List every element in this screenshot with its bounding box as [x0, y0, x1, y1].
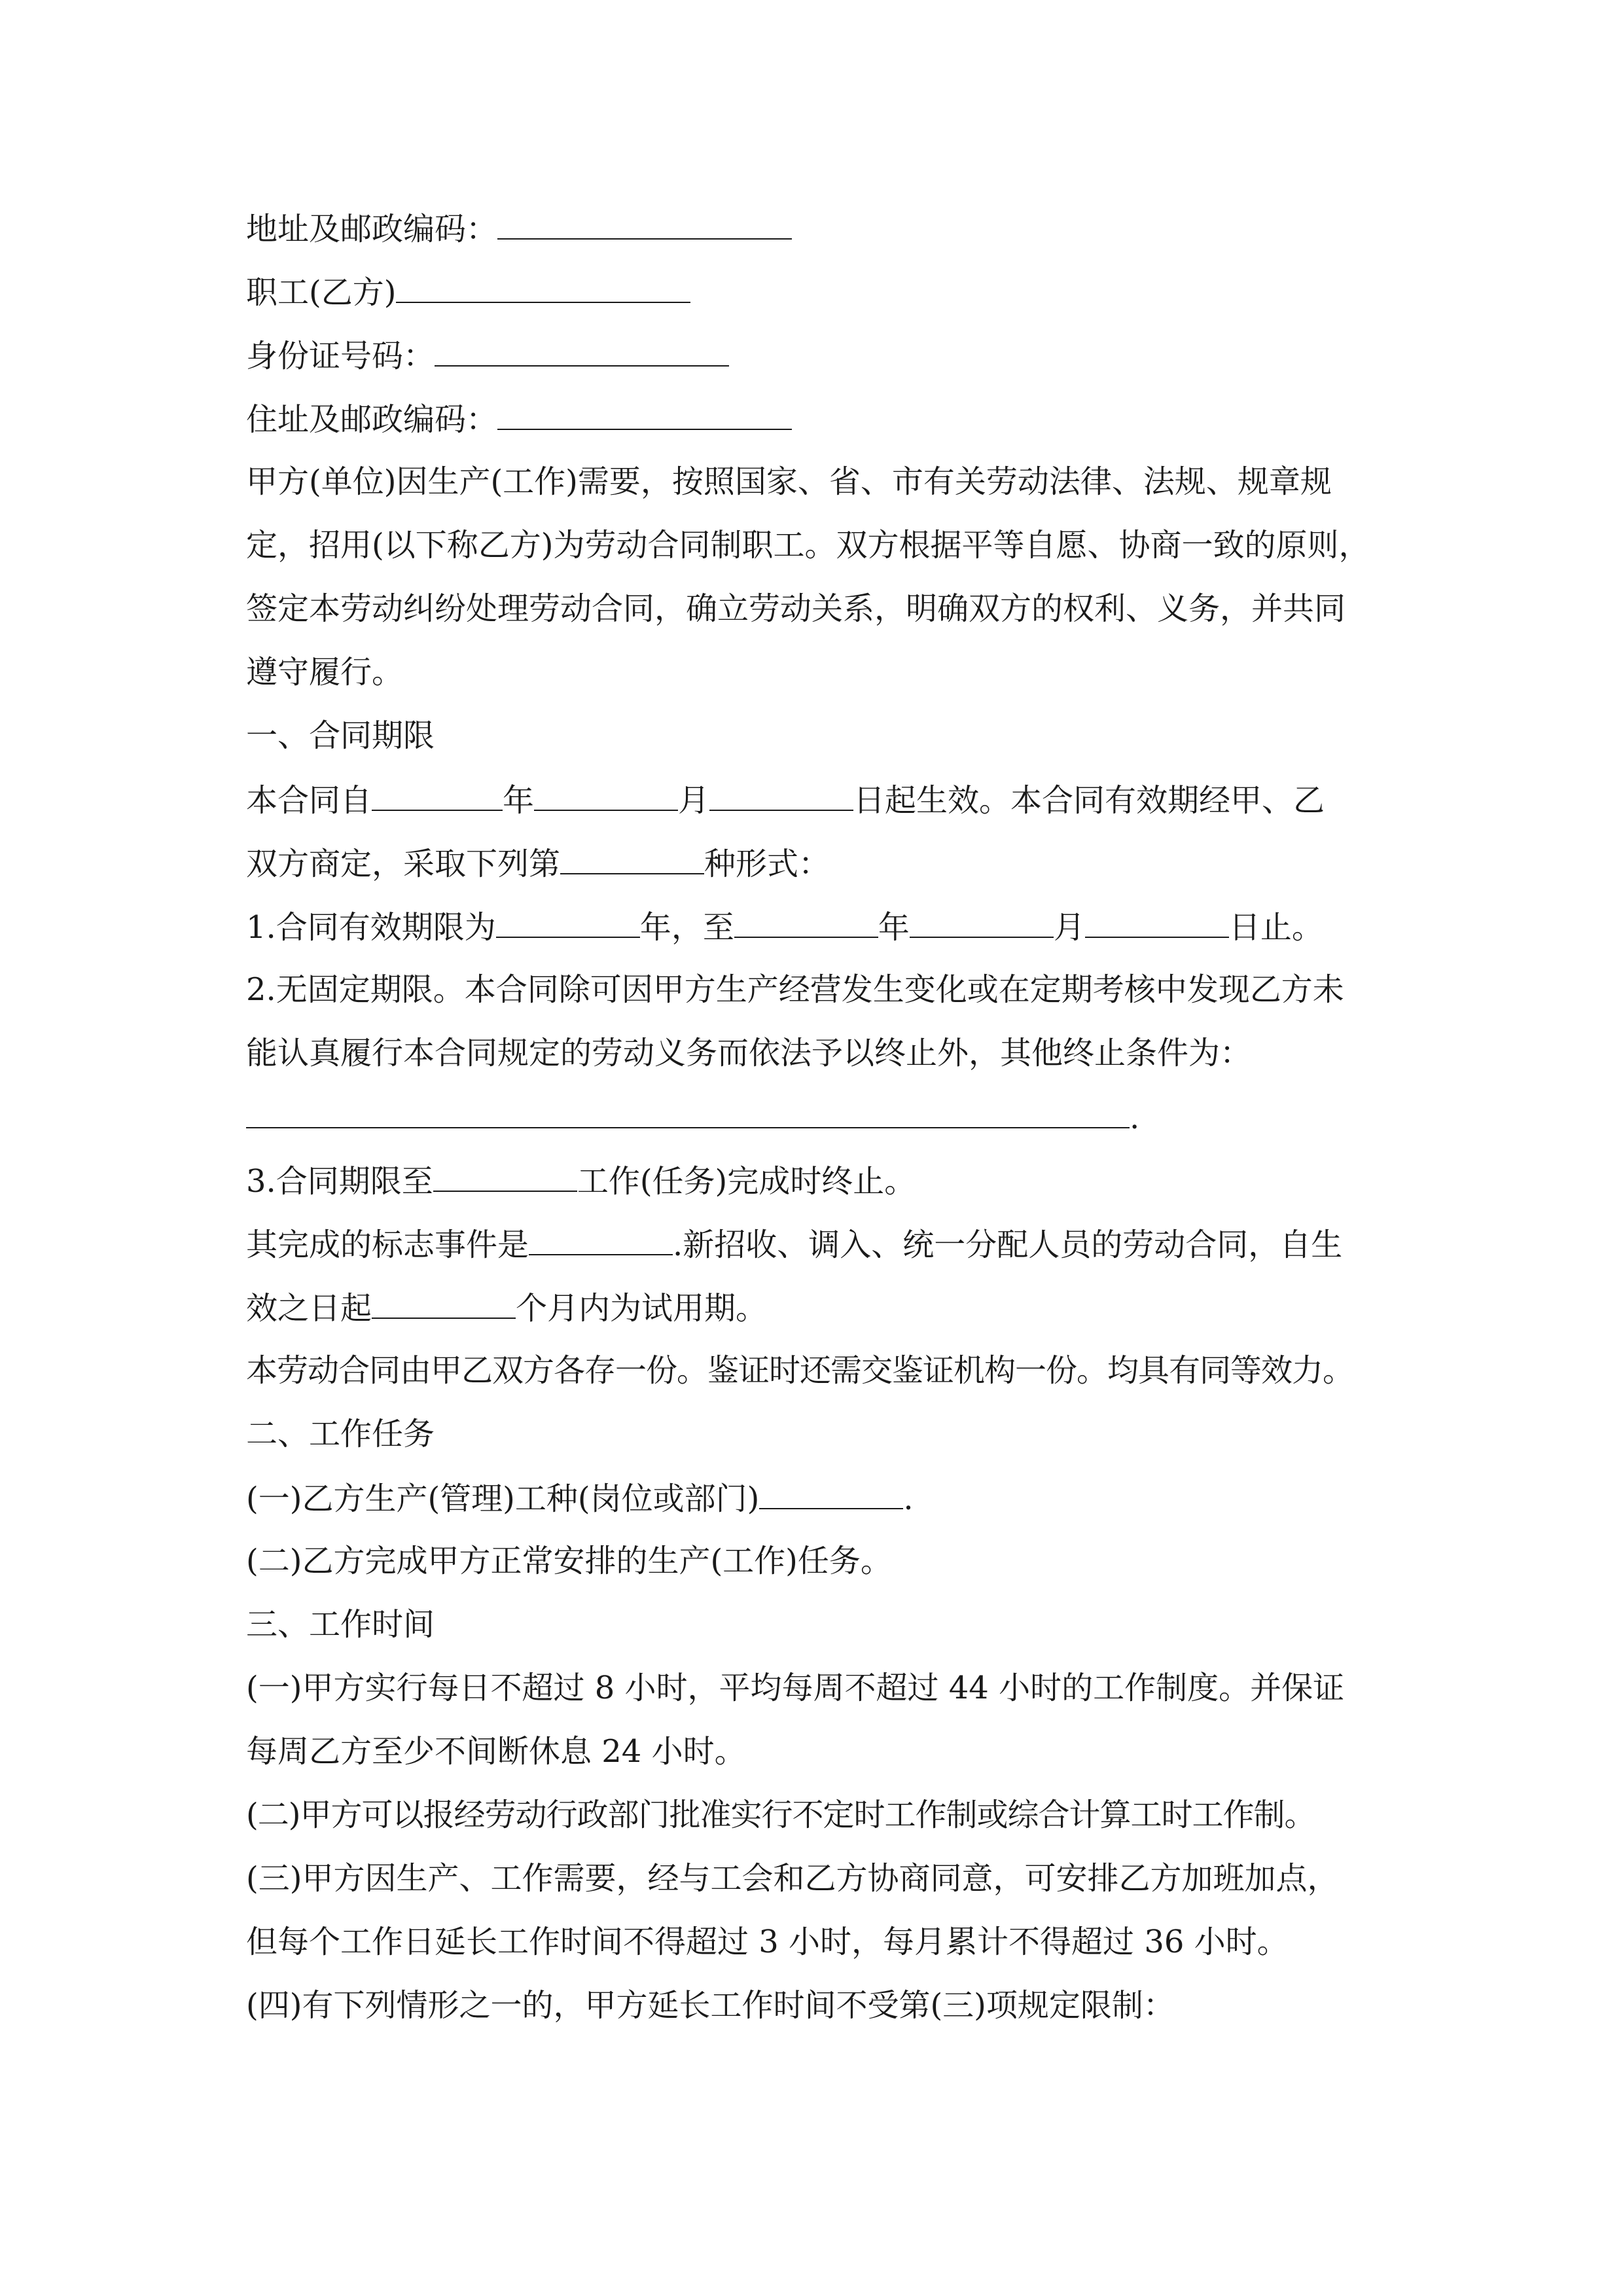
- residence-field-line: [246, 399, 792, 439]
- term-end-day-blank[interactable]: [1085, 906, 1229, 938]
- completion-mark-prefix: 其完成的标志事件是: [246, 1227, 529, 1263]
- employee-field-line: [246, 272, 690, 312]
- address-blank[interactable]: [497, 208, 792, 240]
- intro-paragraph-line-3: 签定本劳动纠纷处理劳动合同，确立劳动关系，明确双方的权利、义务，并共同: [246, 590, 1346, 627]
- hours-item-4-line: (四)有下列情形之一的，甲方延长工作时间不受第(三)项规定限制：: [246, 1987, 1175, 2024]
- intro-paragraph-line-4: 遵守履行。: [246, 654, 404, 691]
- id-field-line: [246, 335, 729, 376]
- term-years-blank[interactable]: [496, 906, 640, 938]
- residence-blank[interactable]: [497, 399, 792, 430]
- completion-mark-suffix: .新招收、调入、统一分配人员的劳动合同，自生: [673, 1227, 1343, 1263]
- address-field-line: [246, 208, 792, 249]
- probation-line: [246, 1287, 767, 1328]
- completion-event-blank[interactable]: [529, 1224, 673, 1255]
- term-item-1-month: 月: [1053, 909, 1085, 946]
- term-item-3-prefix: 3.合同期限至: [246, 1163, 433, 1200]
- copies-statement: 本劳动合同由甲乙双方各存一份。鉴证时还需交鉴证机构一份。均具有同等效力。: [246, 1352, 1354, 1389]
- effective-date-suffix: 日起生效。本合同有效期经甲、乙: [853, 782, 1325, 819]
- term-item-2-line-2: 能认真履行本合同规定的劳动义务而依法予以终止外，其他终止条件为：: [246, 1035, 1252, 1071]
- hours-item-2-line: (二)甲方可以报经劳动行政部门批准实行不定时工作制或综合计算工时工作制。: [246, 1797, 1315, 1833]
- hours-item-3-line-1: (三)甲方因生产、工作需要，经与工会和乙方协商同意，可安排乙方加班加点，: [246, 1860, 1339, 1897]
- section-2-heading: 二、工作任务: [246, 1416, 435, 1452]
- job-type-line: [246, 1478, 914, 1518]
- effective-day-blank[interactable]: [709, 780, 853, 811]
- task-blank[interactable]: [433, 1160, 577, 1192]
- id-label: 身份证号码：: [246, 338, 435, 374]
- effective-year-blank[interactable]: [372, 780, 503, 811]
- month-label: 月: [678, 782, 710, 819]
- term-item-1-to: 年，至: [639, 909, 734, 946]
- term-end-month-blank[interactable]: [910, 906, 1054, 938]
- job-type-period: .: [903, 1480, 914, 1517]
- section-1-heading: 一、合同期限: [246, 717, 435, 754]
- form-choice-prefix: 双方商定，采取下列第: [246, 846, 561, 882]
- term-item-1-year: 年: [878, 909, 910, 946]
- hours-item-3-line-2: 但每个工作日延长工作时间不得超过 3 小时，每月累计不得超过 36 小时。: [246, 1924, 1289, 1960]
- job-type-prefix: (一)乙方生产(管理)工种(岗位或部门): [246, 1480, 760, 1517]
- intro-paragraph-line-2: 定，招用(以下称乙方)为劳动合同制职工。双方根据平等自愿、协商一致的原则，: [246, 527, 1370, 564]
- intro-paragraph-line-1: 甲方(单位)因生产(工作)需要，按照国家、省、市有关劳动法律、法规、规章规: [246, 463, 1332, 500]
- task-completion-line: (二)乙方完成甲方正常安排的生产(工作)任务。: [246, 1543, 892, 1579]
- hours-item-1-line-2: 每周乙方至少不间断休息 24 小时。: [246, 1733, 746, 1770]
- term-item-1-suffix: 日止。: [1228, 909, 1323, 946]
- hours-item-1-line-1: (一)甲方实行每日不超过 8 小时，平均每周不超过 44 小时的工作制度。并保证: [246, 1670, 1345, 1706]
- probation-months-blank[interactable]: [372, 1287, 516, 1319]
- employee-blank[interactable]: [396, 272, 690, 303]
- termination-period: .: [1130, 1100, 1140, 1136]
- term-end-year-blank[interactable]: [734, 906, 878, 938]
- term-item-2-line-1: 2.无固定期限。本合同除可因甲方生产经营发生变化或在定期考核中发现乙方未: [246, 971, 1344, 1008]
- job-type-blank[interactable]: [759, 1478, 903, 1509]
- form-choice-suffix: 种形式：: [704, 846, 830, 882]
- termination-conditions-line: [246, 1097, 1139, 1138]
- id-blank[interactable]: [435, 335, 729, 367]
- year-label: 年: [503, 782, 535, 819]
- address-label: 地址及邮政编码：: [246, 211, 498, 247]
- termination-conditions-blank[interactable]: [246, 1097, 1130, 1128]
- term-item-3-suffix: 工作(任务)完成时终止。: [577, 1163, 916, 1200]
- effective-date-prefix: 本合同自: [246, 782, 372, 819]
- effective-date-line: [246, 780, 1325, 820]
- form-choice-blank[interactable]: [560, 843, 704, 874]
- effective-month-blank[interactable]: [534, 780, 678, 811]
- employee-label: 职工(乙方): [246, 274, 397, 311]
- section-3-heading: 三、工作时间: [246, 1606, 435, 1643]
- form-choice-line: [246, 843, 830, 884]
- term-item-1-prefix: 1.合同有效期限为: [246, 909, 496, 946]
- probation-suffix: 个月内为试用期。: [516, 1290, 768, 1327]
- probation-prefix: 效之日起: [246, 1290, 372, 1327]
- completion-mark-line: [246, 1224, 1342, 1265]
- residence-label: 住址及邮政编码：: [246, 401, 498, 438]
- term-item-1-line: [246, 906, 1323, 947]
- term-item-3-line: [246, 1160, 916, 1201]
